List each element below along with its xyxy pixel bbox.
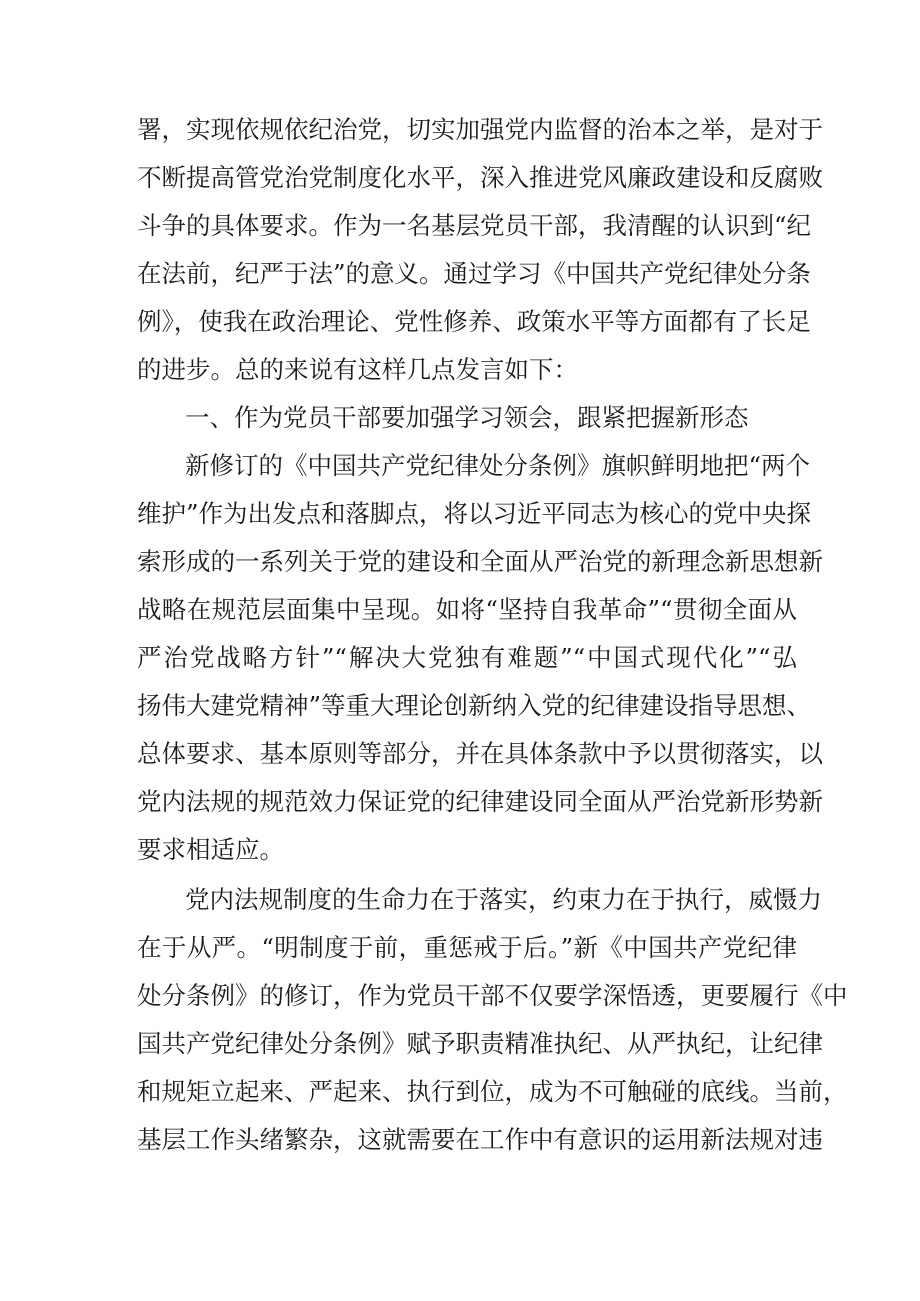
text-line: 在于从严。“明制度于前，重惩戒于后。”新《中国共产党纪律 — [137, 933, 797, 962]
text-line: 在法前，纪严于法”的意义。通过学习《中国共产党纪律处分条 — [137, 259, 812, 288]
text-line: 处分条例》的修订，作为党员干部不仅要学深悟透，更要履行《中 — [137, 981, 848, 1010]
text-line: 基层工作头绪繁杂，这就需要在工作中有意识的运用新法规对违 — [137, 1125, 823, 1154]
text-line: 不断提高管党治党制度化水平，深入推进党风廉政建设和反腐败 — [137, 163, 823, 192]
text-line: 要求相适应。 — [137, 835, 284, 864]
text-line: 的进步。总的来说有这样几点发言如下： — [137, 355, 578, 384]
text-line: 战略在规范层面集中呈现。如将“坚持自我革命”“贯彻全面从 — [137, 595, 797, 624]
text-line: 署，实现依规依纪治党，切实加强党内监督的治本之举，是对于 — [137, 115, 823, 144]
text-line: 和规矩立起来、严起来、执行到位，成为不可触碰的底线。当前， — [137, 1077, 848, 1106]
text-line: 斗争的具体要求。作为一名基层党员干部，我清醒的认识到“纪 — [137, 211, 812, 240]
text-line: 严治党战略方针”“解决大党独有难题”“中国式现代化”“弘 — [137, 643, 797, 672]
section-heading: 一、作为党员干部要加强学习领会，跟紧把握新形态 — [185, 403, 749, 432]
text-line: 扬伟大建党精神”等重大理论创新纳入党的纪律建设指导思想、 — [137, 691, 812, 720]
paragraph-first-line: 新修订的《中国共产党纪律处分条例》旗帜鲜明地把“两个 — [185, 451, 811, 480]
text-line: 维护”作为出发点和落脚点，将以习近平同志为核心的党中央探 — [137, 499, 812, 528]
text-line: 党内法规的规范效力保证党的纪律建设同全面从严治党新形势新 — [137, 787, 823, 816]
text-line: 国共产党纪律处分条例》赋予职责精准执纪、从严执纪，让纪律 — [137, 1029, 823, 1058]
paragraph-first-line: 党内法规制度的生命力在于落实，约束力在于执行，威慑力 — [185, 885, 822, 914]
text-line: 总体要求、基本原则等部分，并在具体条款中予以贯彻落实，以 — [137, 739, 823, 768]
text-line: 索形成的一系列关于党的建设和全面从严治党的新理念新思想新 — [137, 547, 823, 576]
text-line: 例》，使我在政治理论、党性修养、政策水平等方面都有了长足 — [137, 307, 811, 336]
